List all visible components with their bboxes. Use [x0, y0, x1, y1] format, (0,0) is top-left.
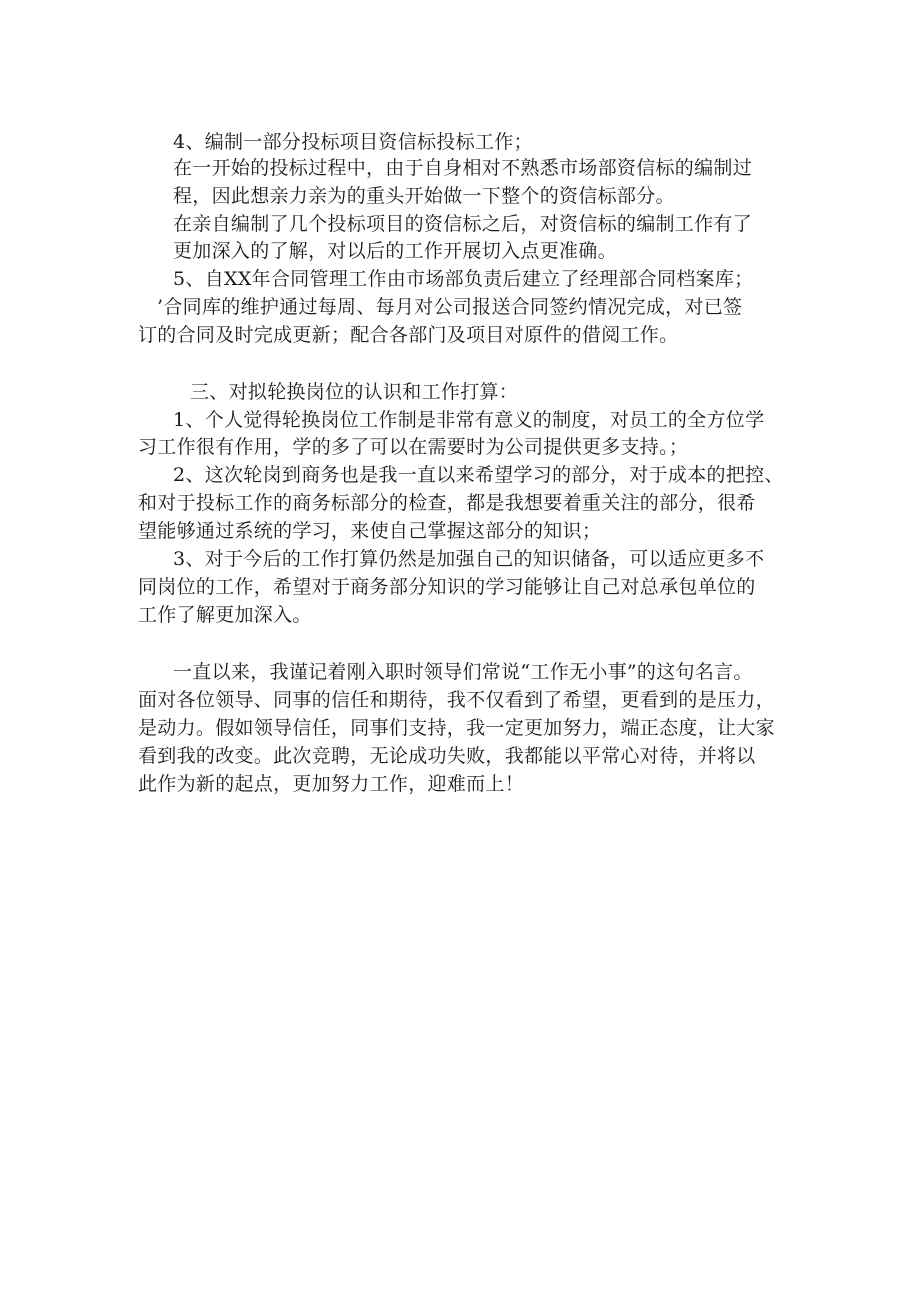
closing-line1: 一直以来，我谨记着刚入职时领导们常说“工作无小事”的这句名言。 — [173, 661, 753, 683]
closing-line2: 面对各位领导、同事的信任和期待，我不仅看到了希望，更看到的是压力， — [138, 689, 775, 711]
section-5-line2: 订的合同及时完成更新；配合各部门及项目对原件的借阅工作。 — [138, 324, 679, 346]
section-three-item2-line2: 和对于投标工作的商务标部分的检查，都是我想要着重关注的部分，很希 — [138, 492, 756, 514]
section-three-item3-line1: 3、对于今后的工作打算仍然是加强自己的知识储备，可以适应更多不 — [173, 548, 765, 570]
section-three-item3-line2: 同岗位的工作，希望对于商务部分知识的学习能够让自己对总承包单位的 — [138, 576, 756, 598]
section-5-heading: 5、自XX年合同管理工作由市场部负责后建立了经理部合同档案库； — [173, 268, 754, 290]
section-three-item1-line2: 习工作很有作用，学的多了可以在需要时为公司提供更多支持。； — [138, 436, 689, 458]
section-three-item2-line1: 2、这次轮岗到商务也是我一直以来希望学习的部分，对于成本的把控、 — [173, 464, 784, 486]
section-three-item1-line1: 1、个人觉得轮换岗位工作制是非常有意义的制度，对员工的全方位学 — [173, 409, 765, 431]
closing-line3: 是动力。假如领导信任，同事们支持，我一定更加努力，端正态度，让大家 — [138, 717, 775, 739]
section-4-para1-line1: 在一开始的投标过程中，由于自身相对不熟悉市场部资信标的编制过 — [173, 157, 753, 179]
section-5-line1: ’合同库的维护通过每周、每月对公司报送合同签约情况完成，对已签 — [157, 296, 743, 318]
section-three-item3-line3: 工作了解更加深入。 — [138, 604, 312, 626]
section-4-para2-line1: 在亲自编制了几个投标项目的资信标之后，对资信标的编制工作有了 — [173, 213, 753, 235]
section-three-item2-line3: 望能够通过系统的学习，来使自己掌握这部分的知识； — [138, 520, 602, 542]
section-4-para2-line2: 更加深入的了解，对以后的工作开展切入点更准确。 — [173, 240, 617, 262]
section-three-heading: 三、对拟轮换岗位的认识和工作打算： — [190, 381, 519, 403]
closing-line5: 此作为新的起点，更加努力工作，迎难而上！ — [138, 773, 525, 795]
section-4-heading: 4、编制一部分投标项目资信标投标工作； — [173, 131, 533, 153]
section-4-para1-line2: 程，因此想亲力亲为的重头开始做一下整个的资信标部分。 — [173, 185, 675, 207]
closing-line4: 看到我的改变。此次竞聘，无论成功失败，我都能以平常心对待，并将以 — [138, 745, 756, 767]
